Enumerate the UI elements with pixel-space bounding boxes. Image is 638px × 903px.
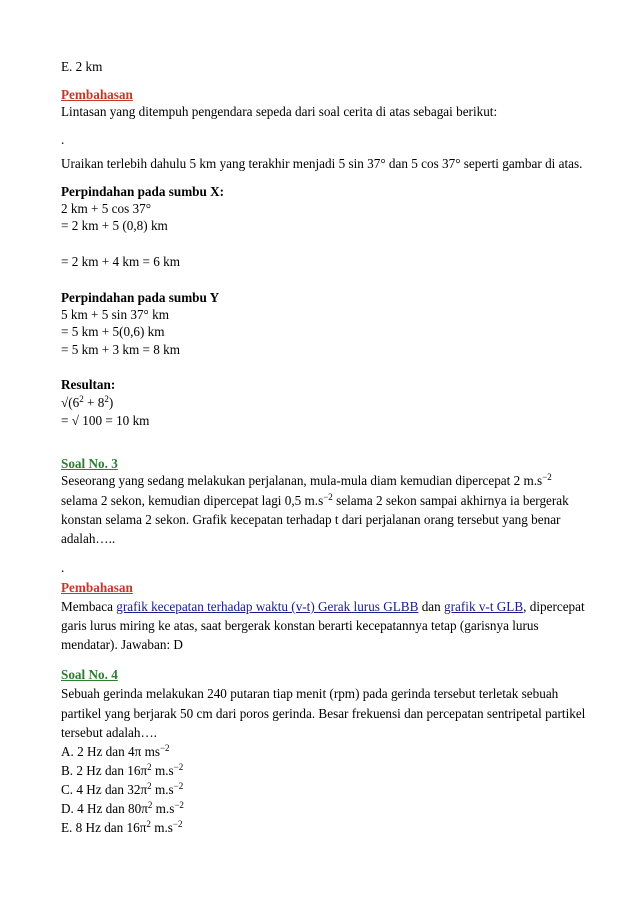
soal-3-heading: Soal No. 3 <box>61 456 118 471</box>
pembahasan-heading-1: Pembahasan <box>61 87 133 102</box>
soal-3-line-2: selama 2 sekon, kemudian dipercepat lagi 0,5 $m.s^{-2}$ selama 2 sekon sampai akhirnya ia bergerak <box>61 492 569 508</box>
pembahasan-2-line-1: Membaca grafik kecepatan terhadap waktu (v-t) Gerak lurus GLBB dan grafik v-t GLB, dipercepat <box>61 599 585 614</box>
link-grafik-glbb[interactable]: grafik kecepatan terhadap waktu (v-t) Gerak lurus GLBB <box>116 599 419 614</box>
pembahasan-heading-2: Pembahasan <box>61 580 133 595</box>
perpindahan-y-line-1: 5 km + 5 sin 37° km <box>61 307 169 322</box>
soal-4-option-d: D. 4 Hz dan $80\pi^2$ $m.s^{-2}$ <box>61 800 184 816</box>
pembahasan-2-line-3: mendatar). Jawaban: D <box>61 637 183 652</box>
perpindahan-y-heading: Perpindahan pada sumbu Y <box>61 290 220 305</box>
resultan-line-2: = √ 100 = 10 km <box>61 413 150 428</box>
perpindahan-x-heading: Perpindahan pada sumbu X: <box>61 184 225 199</box>
perpindahan-x-line-1: 2 km + 5 cos 37° <box>61 201 152 216</box>
soal-3-line-1: Seseorang yang sedang melakukan perjalanan, mula-mula diam kemudian dipercepat 2 $m.s^{-2}$ <box>61 472 552 488</box>
image-placeholder-dot-1: . <box>61 132 65 147</box>
perpindahan-y-line-3: = 5 km + 3 km = 8 km <box>61 342 181 357</box>
perpindahan-y-line-2: = 5 km + 5(0,6) km <box>61 324 165 339</box>
perpindahan-x-line-2: = 2 km + 5 (0,8) km <box>61 218 168 233</box>
soal-4-line-1: Sebuah gerinda melakukan 240 putaran tiap menit (rpm) pada gerinda tersebut terletak sebuah <box>61 686 559 701</box>
paragraph-uraikan: Uraikan terlebih dahulu 5 km yang terakhir menjadi 5 sin 37° dan 5 cos 37° seperti gambar di atas. <box>61 156 583 171</box>
soal-4-heading: Soal No. 4 <box>61 667 118 682</box>
paragraph-lintasan: Lintasan yang ditempuh pengendara sepeda dari soal cerita di atas sebagai berikut: <box>61 104 498 119</box>
link-grafik-glb[interactable]: grafik v-t GLB <box>444 599 524 614</box>
soal-3-line-4: adalah….. <box>61 531 116 546</box>
image-placeholder-dot-2: . <box>61 560 65 575</box>
soal-4-option-e: E. 8 Hz dan $16\pi^2$ $m.s^{-2}$ <box>61 819 183 835</box>
soal-4-option-c: C. 4 Hz dan $32\pi^2$ $m.s^{-2}$ <box>61 781 184 797</box>
perpindahan-x-line-3: = 2 km + 4 km = 6 km <box>61 254 181 269</box>
soal-3-line-3: konstan selama 2 sekon. Grafik kecepatan terhadap t dari perjalanan orang tersebut yang benar <box>61 512 561 527</box>
pembahasan-2-line-2: garis lurus miring ke atas, saat bergerak konstan berarti kecepatannya tetap (garisnya lurus <box>61 618 539 633</box>
soal-4-line-3: tersebut adalah…. <box>61 725 157 740</box>
resultan-heading: Resultan: <box>61 377 116 392</box>
soal-4-line-2: partikel yang berjarak 50 cm dari poros gerinda. Besar frekuensi dan percepatan sentripetal partikel <box>61 706 586 721</box>
soal-4-option-a: A. 2 Hz dan 4π $ms^{-2}$ <box>61 743 170 759</box>
soal-4-option-b: B. 2 Hz dan $16\pi^2$ $m.s^{-2}$ <box>61 762 184 778</box>
resultan-line-1: $√(6^2 + 8^2)$ <box>61 394 114 410</box>
option-e-previous: E. 2 km <box>61 59 103 74</box>
